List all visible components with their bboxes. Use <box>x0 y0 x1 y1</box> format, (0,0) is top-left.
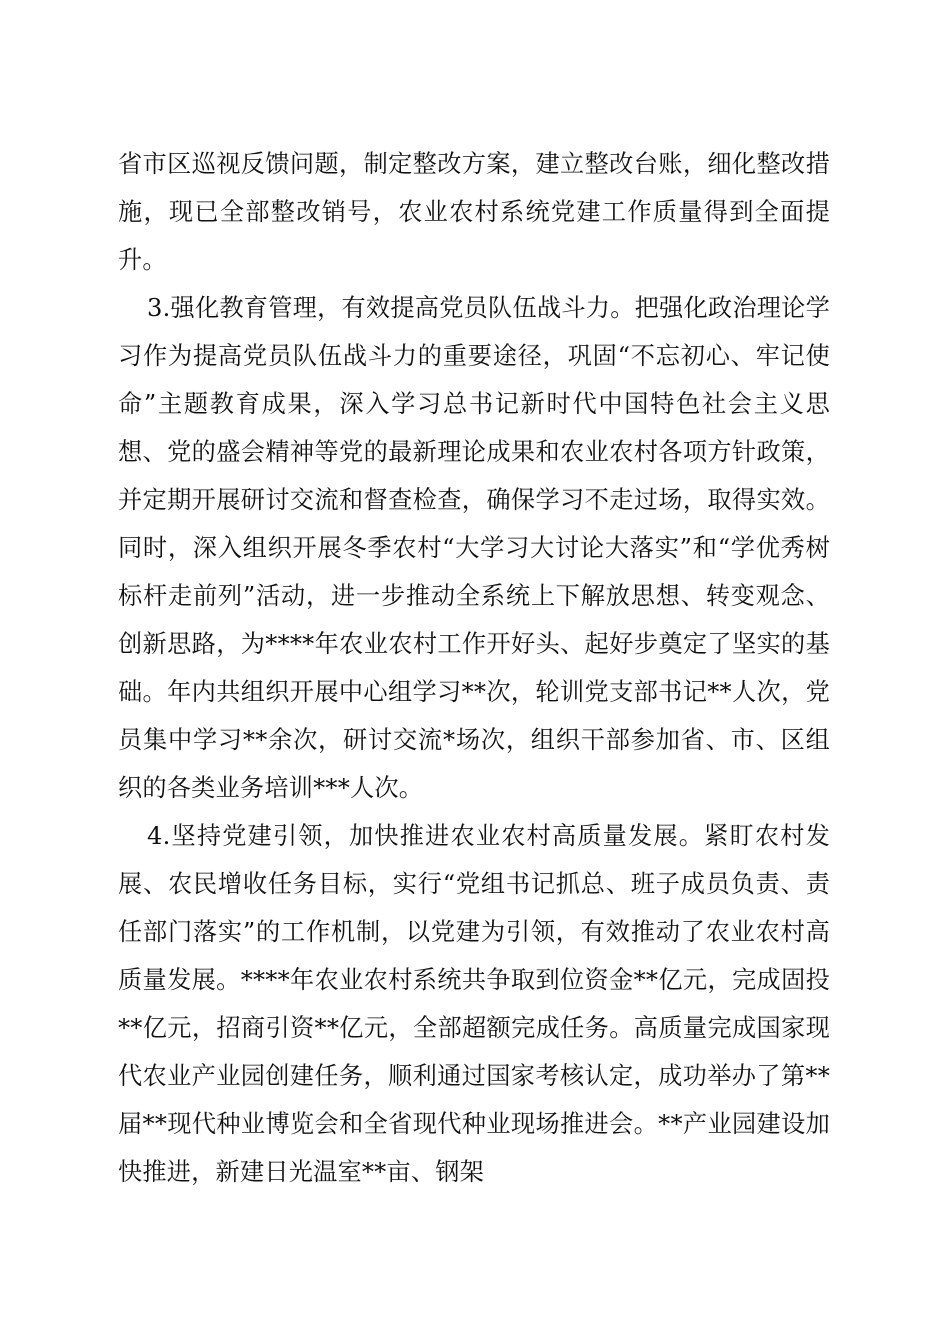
document-page <box>118 140 830 1196</box>
paragraph-party-leadership: 4.坚持党建引领，加快推进农业农村高质量发展。紧盯农村发展、农民增收任务目标，实行“党组书记抓总、班子成员负责、责任部门落实”的工作机制，以党建为引领，有效推动了农业农村高质量发展。****年农业农村系统共争取到位资金**亿元，完成固投**亿元，招商引资**亿元，全部超额完成任务。高质量完成国家现代农业产业园创建任务，顺利通过国家考核认定，成功举办了第**届**现代种业博览会和全省现代种业现场推进会。**产业园建设加快推进，新建日光温室**亩、钢架 <box>118 822 830 1186</box>
paragraph-continuation: 省市区巡视反馈问题，制定整改方案，建立整改台账，细化整改措施，现已全部整改销号，农业农村系统党建工作质量得到全面提升。 <box>118 150 830 274</box>
paragraph-education-management: 3.强化教育管理，有效提高党员队伍战斗力。把强化政治理论学习作为提高党员队伍战斗力的重要途径，巩固“不忘初心、牢记使命”主题教育成果，深入学习总书记新时代中国特色社会主义思想、党的盛会精神等党的最新理论成果和农业农村各项方针政策，并定期开展研讨交流和督查检查，确保学习不走过场，取得实效。同时，深入组织开展冬季农村“大学习大讨论大落实”和“学优秀树标杆走前列”活动，进一步推动全系统上下解放思想、转变观念、创新思路，为****年农业农村工作开好头、起好步奠定了坚实的基础。年内共组织开展中心组学习**次，轮训党支部书记**人次，党员集中学习**余次，研讨交流*场次，组织干部参加省、市、区组织的各类业务培训***人次。 <box>118 294 830 802</box>
